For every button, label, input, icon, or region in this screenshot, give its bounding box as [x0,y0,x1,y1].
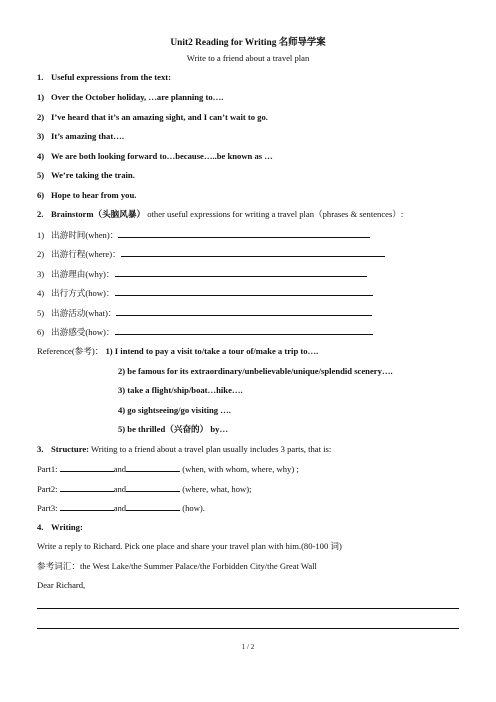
section1-heading: 1. Useful expressions from the text: [37,72,171,82]
expression-item: 6) Hope to hear from you. [37,190,137,200]
answer-blank[interactable] [126,483,180,492]
reference-line: 2) be famous for its extraordinary/unbelievable/unique/splendid scenery…. [118,366,393,376]
answer-blank[interactable] [60,483,114,492]
letter-greeting: Dear Richard, [37,580,86,590]
reference-line: Reference(参考)： 1) I intend to pay a visit to/take a tour of/make a trip to…. [37,346,319,356]
writing-instruction: Write a reply to Richard. Pick one place and share your travel plan with him.(80-100 词) [37,541,342,551]
answer-blank[interactable] [60,502,114,511]
expression-item: 5) We’re taking the train. [37,170,135,180]
brainstorm-item: 1) 出游时间(when)： [37,229,370,241]
answer-blank[interactable] [126,463,180,472]
answer-blank[interactable] [116,307,372,316]
section2-heading: 2. Brainstorm（头脑风暴） other useful expressions for writing a travel plan（phrases & sentences）: [37,209,404,219]
writing-line[interactable] [37,608,459,609]
brainstorm-item: 6) 出游感受(how)： [37,326,373,338]
section4-heading: 4. Writing: [37,522,83,532]
page-title: Unit2 Reading for Writing 名师导学案 [170,38,326,48]
answer-blank[interactable] [115,326,373,335]
structure-part: Part1: and (when, with whom, where, why) ; [37,464,299,474]
answer-blank[interactable] [115,287,373,296]
reference-line: 3) take a flight/ship/boat…hike…. [118,385,243,395]
page-subtitle: Write to a friend about a travel plan [186,53,310,63]
brainstorm-item: 4) 出行方式(how)： [37,287,373,299]
answer-blank[interactable] [115,268,367,277]
brainstorm-item: 2) 出游行程(where)： [37,248,385,260]
brainstorm-item: 5) 出游活动(what)： [37,307,372,319]
expression-item: 4) We are both looking forward to…because…..be known as … [37,151,273,161]
vocabulary-hint: 参考词汇：the West Lake/the Summer Palace/the Forbidden City/the Great Wall [37,561,317,571]
expression-item: 1) Over the October holiday, …are planning to…. [37,92,224,102]
page-number: 1 / 2 [241,643,255,651]
reference-line: 5) be thrilled（兴奋的） by… [118,424,229,434]
answer-blank[interactable] [118,229,370,238]
section3-heading: 3. Structure: Writing to a friend about a travel plan usually includes 3 parts, that is: [37,444,332,454]
writing-line[interactable] [37,628,459,629]
brainstorm-item: 3) 出游理由(why)： [37,268,367,280]
expression-item: 2) I’ve heard that it’s an amazing sight, and I can’t wait to go. [37,112,268,122]
structure-part: Part3: and (how). [37,503,205,513]
expression-item: 3) It’s amazing that…. [37,131,124,141]
answer-blank[interactable] [121,248,385,257]
answer-blank[interactable] [126,502,180,511]
structure-part: Part2: and (where, what, how); [37,484,252,494]
reference-line: 4) go sightseeing/go visiting …. [118,405,231,415]
answer-blank[interactable] [60,463,114,472]
